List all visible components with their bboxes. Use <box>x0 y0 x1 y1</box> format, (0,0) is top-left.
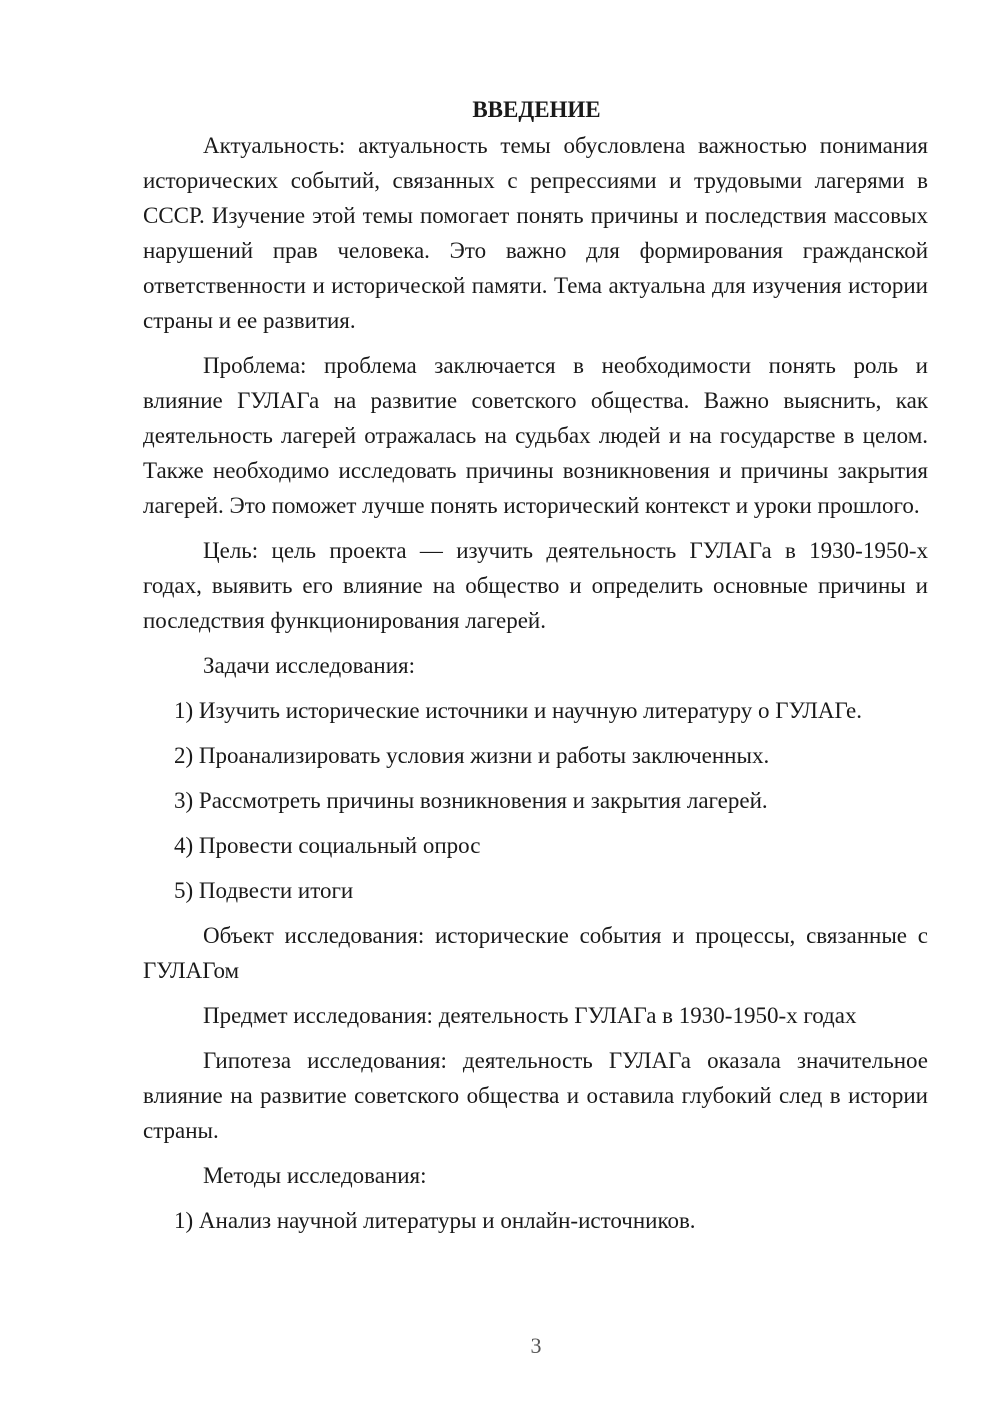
tasks-title: Задачи исследования: <box>203 653 416 678</box>
subject-paragraph: Предмет исследования: деятельность ГУЛАГа в 1930-1950-х годах <box>203 1003 857 1028</box>
relevance-paragraph: Актуальность: актуальность темы обусловлена важностью понимания исторических событий, связанных с репрессиями и трудовыми лагерями в СССР. Изучение этой темы помогает понять причины и последствия массовых нарушений прав человека. Это важно для формирования гражданской ответственности и исторической памяти. Тема актуальна для изучения истории страны и ее развития. <box>143 133 928 333</box>
hypothesis-paragraph: Гипотеза исследования: деятельность ГУЛАГа оказала значительное влияние на развитие советского общества и оставила глубокий след в истории страны. <box>143 1048 928 1143</box>
goal-paragraph: Цель: цель проекта — изучить деятельность ГУЛАГа в 1930-1950-х годах, выявить его влияние на общество и определить основные причины и последствия функционирования лагерей. <box>143 538 928 633</box>
methods-title: Методы исследования: <box>203 1163 427 1188</box>
task-item-1: 1) Изучить исторические источники и научную литературу о ГУЛАГе. <box>174 698 862 723</box>
object-paragraph: Объект исследования: исторические события и процессы, связанные с ГУЛАГом <box>143 923 928 983</box>
page-number: 3 <box>530 1333 542 1358</box>
task-item-5: 5) Подвести итоги <box>174 878 354 903</box>
page-content <box>143 92 928 1238</box>
page-heading: ВВЕДЕНИЕ <box>472 97 601 122</box>
task-item-2: 2) Проанализировать условия жизни и работы заключенных. <box>174 743 770 768</box>
task-item-4: 4) Провести социальный опрос <box>174 833 481 858</box>
method-item-1: 1) Анализ научной литературы и онлайн-источников. <box>174 1208 696 1233</box>
problem-paragraph: Проблема: проблема заключается в необходимости понять роль и влияние ГУЛАГа на развитие советского общества. Важно выяснить, как деятельность лагерей отражалась на судьбах людей и на государстве в целом. Также необходимо исследовать причины возникновения и причины закрытия лагерей. Это поможет лучше понять исторический контекст и уроки прошлого. <box>143 353 928 518</box>
task-item-3: 3) Рассмотреть причины возникновения и закрытия лагерей. <box>174 788 768 813</box>
